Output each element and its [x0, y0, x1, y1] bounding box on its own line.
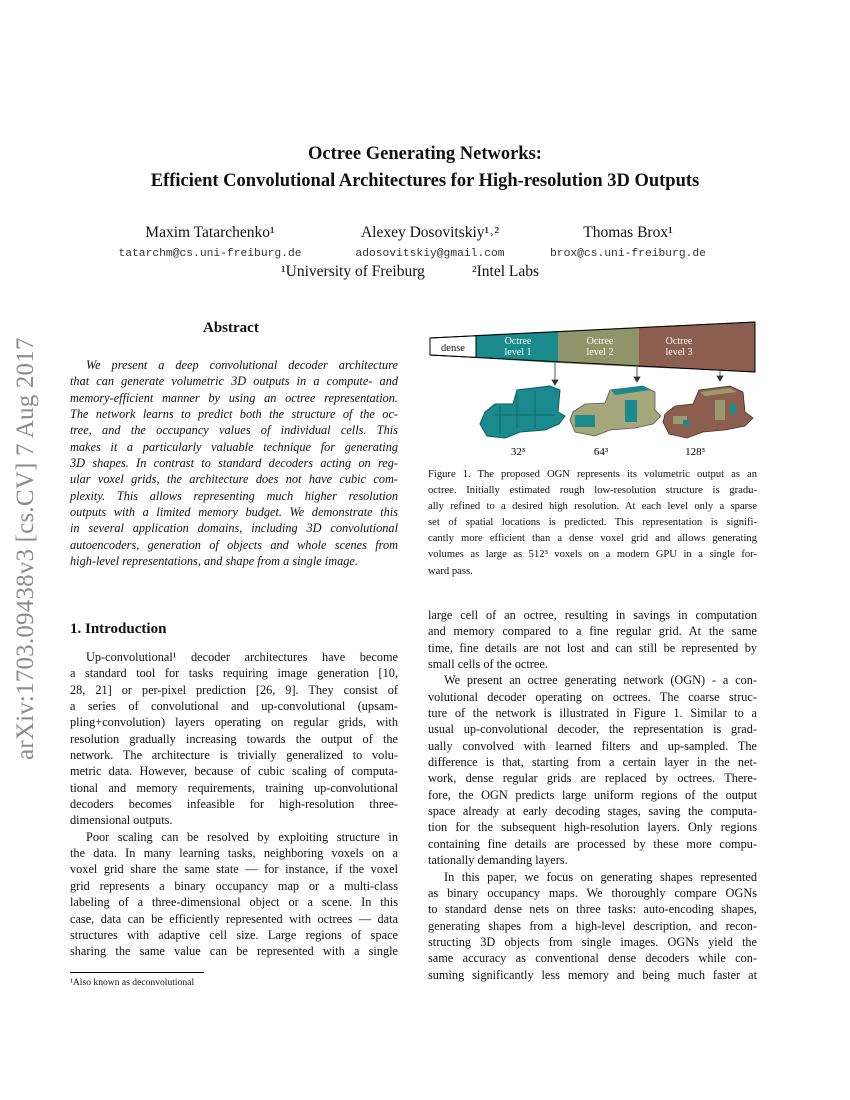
text-line: tree, and the occupancy values of individual cells. This [70, 423, 398, 438]
text-line: memory-efficient manner by using an octree representation. [70, 390, 398, 405]
text-line: decoders becomes infeasible for high-resolution three- [70, 797, 398, 812]
text-line: tion for the subsequent high-resolution layers. Only regions [428, 820, 757, 835]
text-line: high-level representations, and shape from a single image. [70, 554, 358, 569]
caption-line: set of spatial locations is predicted. This representation is signifi- [428, 517, 757, 529]
author-email: tatarchm@cs.uni-freiburg.de [118, 248, 302, 260]
text-line: that can generate volumetric 3D outputs in a compute- and [70, 374, 398, 389]
segment-label: Octree [586, 336, 614, 347]
paper-title-line-1: Octree Generating Networks: [308, 144, 542, 164]
text-line: plexity. This allows representing much higher resolution [70, 488, 398, 503]
car-voxel-128 [663, 386, 753, 438]
text-line: Poor scaling can be resolved by exploiting structure in [86, 829, 398, 844]
text-line: outputs with a limited memory budget. We demonstrate this [70, 505, 398, 520]
figure-1-octree-illustration [425, 320, 765, 470]
text-line: pling+convolution) layers operating on regular grids, with [70, 715, 398, 730]
caption-line: ward pass. [428, 565, 473, 577]
resolution-label: 64³ [593, 446, 609, 458]
text-line: generating shapes from a high-level description, and recon- [428, 918, 757, 933]
text-line: Up-convolutional¹ decoder architectures have become [86, 650, 398, 664]
paper-title-line-2: Efficient Convolutional Architectures for High-resolution 3D Outputs [150, 171, 700, 191]
text-line: resolution gradually increasing towards the output of the [70, 731, 398, 746]
text-line: as binary occupancy maps. We thoroughly compare OGNs [428, 885, 757, 900]
segment-label: level 2 [586, 347, 614, 358]
introduction-right-column [428, 607, 757, 983]
text-line: in several application domains, including 3D convolutional [70, 521, 398, 536]
text-line: ture of the network is illustrated in Figure 1. Similar to a [428, 706, 757, 721]
text-line: small cells of the octree. [428, 657, 548, 672]
text-line: suming significantly less memory and being much faster at [428, 967, 757, 982]
text-line: The network learns to predict both the structure of the oc- [70, 407, 398, 422]
abstract-heading: Abstract [203, 320, 259, 336]
abstract-body [70, 357, 398, 569]
text-line: sharing the same value can be represented with a single [70, 944, 398, 959]
text-line: dimensional outputs. [70, 813, 173, 828]
text-line: difference is that, starting from a certain layer in the net- [428, 755, 757, 770]
author-email: adosovitskiy@gmail.com [355, 248, 505, 260]
figure-1-caption [428, 467, 757, 580]
text-line: tationally demanding layers. [428, 853, 568, 868]
caption-line: octree. Initially estimated rough low-resolution structure is gradu- [428, 485, 757, 497]
segment-label: Octree [504, 336, 532, 347]
text-line: structing 3D objects from single images. OGNs yield the [428, 934, 757, 949]
caption-line: volumes as large as 512³ voxels on a modern GPU in a single for- [428, 549, 757, 561]
text-line: voxel grid share the same state — for instance, if the voxel [70, 862, 398, 877]
text-line: network. The architecture is trivially generalized to volu- [70, 748, 398, 763]
text-line: fore, the OGN predicts large uniform regions of the output [428, 787, 757, 802]
caption-line: ally refined to a desired high resolution. At each level only a sparse [428, 501, 757, 513]
text-line: case, data can be efficiently represented with octrees — data [70, 911, 398, 926]
text-line: labeling of a three-dimensional object or a scene. In this [70, 895, 398, 910]
text-line: autoencoders, generation of objects and whole scenes from [70, 537, 398, 552]
affiliation: ¹University of Freiburg [281, 263, 425, 280]
segment-label: level 3 [665, 347, 693, 358]
text-line: and memory compared to a fine regular grid. At the same [428, 624, 757, 639]
resolution-label: 32³ [510, 446, 526, 458]
car-voxel-32 [480, 386, 565, 438]
text-line: In this paper, we focus on generating shapes represented [444, 869, 757, 884]
text-line: grid represents a binary occupancy map or a multi-class [70, 878, 398, 893]
text-line: a standard tool for tasks requiring image generation [10, [70, 666, 398, 681]
segment-label: Octree [665, 336, 693, 347]
text-line: ular voxel grids, the architecture does not have cubic com- [70, 472, 398, 487]
text-line: to standard dense nets on three tasks: auto-encoding shapes, [428, 902, 757, 917]
caption-line: Figure 1. The proposed OGN represents its volumetric output as an [428, 469, 757, 480]
text-line: time, fine details are not lost and can still be represented by [428, 640, 757, 655]
text-line: large cell of an octree, resulting in savings in computation [428, 608, 757, 622]
text-line: metric data. However, because of cubic scaling of computa- [70, 764, 398, 779]
section-heading-introduction: 1. Introduction [70, 621, 167, 637]
segment-label: level 1 [504, 347, 532, 358]
text-line: We present a deep convolutional decoder architecture [86, 358, 398, 372]
text-line: space already at early decoding stages, saving the computa- [428, 804, 757, 819]
affiliation: ²Intel Labs [472, 263, 540, 280]
text-line: the data. In many learning tasks, neighboring voxels on a [70, 846, 398, 861]
arxiv-identifier: arXiv:1703.09438v3 [cs.CV] 7 Aug 2017 [12, 337, 39, 760]
text-line: same accuracy as conventional dense decoders while con- [428, 951, 757, 966]
text-line: 28, 21] or per-pixel prediction [26, 9]. They consist of [70, 682, 398, 697]
text-line: 3D shapes. In contrast to standard decoders acting on reg- [70, 456, 398, 471]
text-line: makes it a particularly valuable technique for generating [70, 439, 398, 454]
footnote: ¹Also known as deconvolutional [70, 977, 195, 988]
text-line: usual up-convolutional decoder, the representation is grad- [428, 722, 757, 737]
octree-level-3-segment [639, 322, 755, 372]
text-line: containing fine details are processed by these more compu- [428, 836, 757, 851]
author-name: Maxim Tatarchenko¹ [145, 224, 275, 241]
caption-line: cantly more efficient than a dense voxel grid and allows generating [428, 533, 757, 545]
text-line: We present an octree generating network (OGN) - a con- [444, 673, 757, 688]
text-line: volutional decoder operating on octrees. The coarse struc- [428, 689, 757, 704]
author-name: Thomas Brox¹ [583, 224, 673, 241]
introduction-left-column [70, 649, 398, 960]
resolution-label: 128³ [685, 446, 705, 458]
text-line: tional and memory requirements, training up-convolutional [70, 780, 398, 795]
text-line: structures with adaptive cell size. Large regions of space [70, 927, 398, 942]
dense-label: dense [441, 343, 465, 354]
author-name: Alexey Dosovitskiy¹˒² [360, 224, 500, 241]
footnote-rule [70, 972, 204, 973]
text-line: work, dense regular grids are replaced by octrees. There- [428, 771, 757, 786]
car-voxel-64 [570, 386, 661, 436]
text-line: ually convolved with learned filters and up-sampled. The [428, 738, 757, 753]
author-email: brox@cs.uni-freiburg.de [550, 248, 706, 260]
text-line: a series of convolutional and up-convolutional (upsam- [70, 699, 398, 714]
